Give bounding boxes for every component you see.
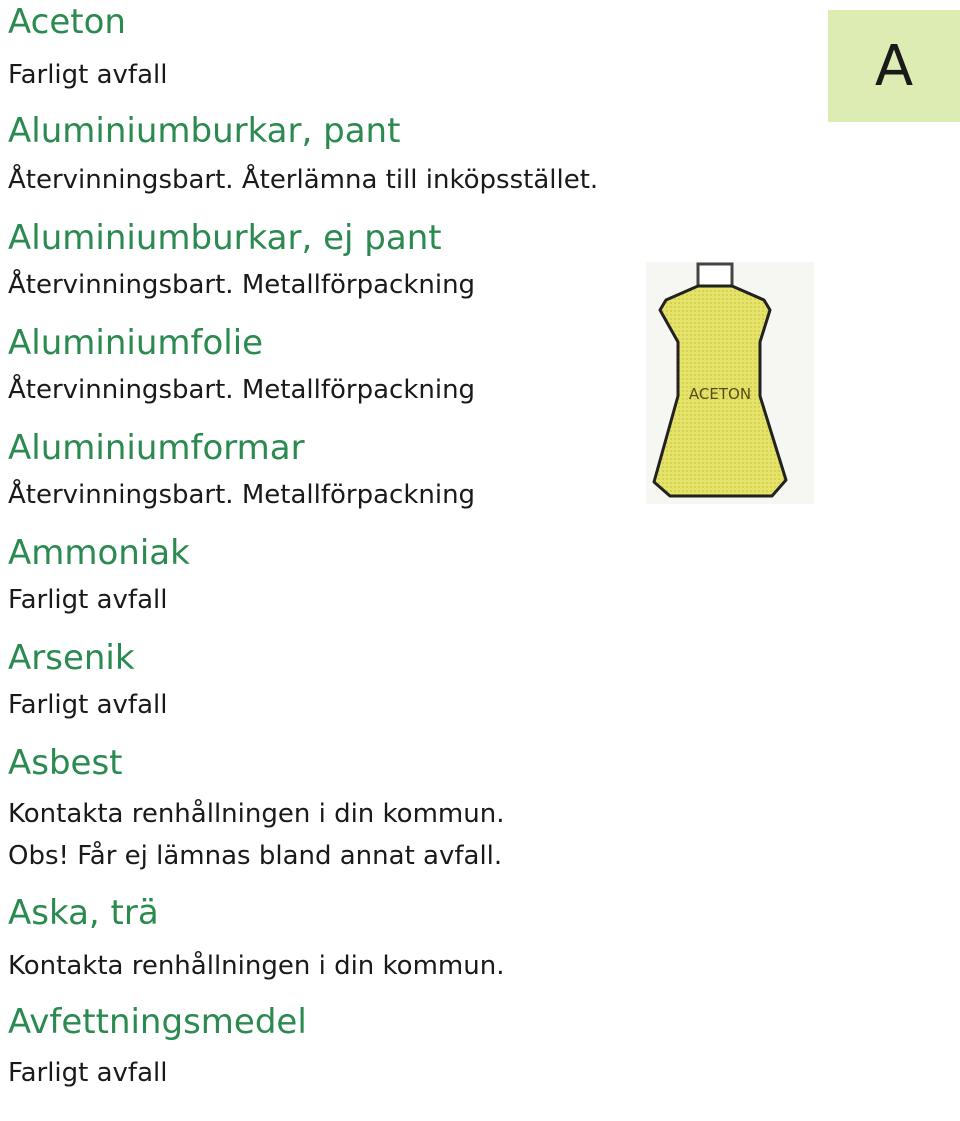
entry-description-line: Återvinningsbart. Återlämna till inköpsstället.	[8, 165, 599, 195]
entry-description	[8, 373, 608, 407]
entry-description	[8, 478, 608, 512]
entry-avfettningsmedel	[8, 1000, 608, 1090]
entry-description-line: Återvinningsbart. Metallförpackning	[8, 270, 476, 300]
entry-term: Aluminiumburkar, ej pant	[8, 218, 442, 258]
entry-description-line: Farligt avfall	[8, 1058, 168, 1088]
entry-description	[8, 1056, 608, 1090]
entry-term: Aluminiumformar	[8, 428, 305, 468]
aceton-bottle-illustration	[646, 262, 814, 504]
entry-aluminiumformar	[8, 426, 608, 512]
entry-description	[8, 797, 608, 873]
entry-list	[8, 0, 608, 1090]
entry-term: Ammoniak	[8, 533, 190, 573]
entry-term: Aceton	[8, 2, 126, 42]
entry-description	[8, 268, 608, 302]
bottle-label: ACETON	[688, 385, 752, 403]
entry-term: Asbest	[8, 743, 123, 783]
entry-description-line: Återvinningsbart. Metallförpackning	[8, 375, 476, 405]
entry-term: Aska, trä	[8, 893, 159, 933]
entry-aluminiumfolie	[8, 321, 608, 407]
entry-asbest	[8, 741, 608, 873]
entry-term: Arsenik	[8, 638, 135, 678]
entry-description-line: Återvinningsbart. Metallförpackning	[8, 480, 476, 510]
entry-description	[8, 58, 608, 92]
entry-description-line: Farligt avfall	[8, 60, 168, 90]
entry-description	[8, 688, 608, 722]
entry-aska-tra	[8, 891, 608, 983]
section-letter-tab	[828, 10, 960, 122]
entry-description	[8, 949, 608, 983]
entry-term: Aluminiumburkar, pant	[8, 111, 401, 151]
entry-description	[8, 163, 608, 197]
entry-description-line: Obs! Får ej lämnas bland annat avfall.	[8, 841, 503, 871]
entry-term: Avfettningsmedel	[8, 1002, 307, 1042]
section-letter: A	[874, 33, 914, 99]
entry-aluminiumburkar-ej-pant	[8, 216, 608, 302]
entry-aluminiumburkar-pant	[8, 109, 608, 197]
bottle-cap	[698, 264, 732, 286]
entry-term: Aluminiumfolie	[8, 323, 264, 363]
bottle-icon	[646, 262, 814, 504]
entry-description	[8, 583, 608, 617]
entry-description-line: Farligt avfall	[8, 585, 168, 615]
entry-ammoniak	[8, 531, 608, 617]
entry-aceton	[8, 0, 608, 92]
entry-description-line: Farligt avfall	[8, 690, 168, 720]
entry-description-line: Kontakta renhållningen i din kommun.	[8, 951, 505, 981]
entry-arsenik	[8, 636, 608, 722]
entry-description-line: Kontakta renhållningen i din kommun.	[8, 799, 505, 829]
